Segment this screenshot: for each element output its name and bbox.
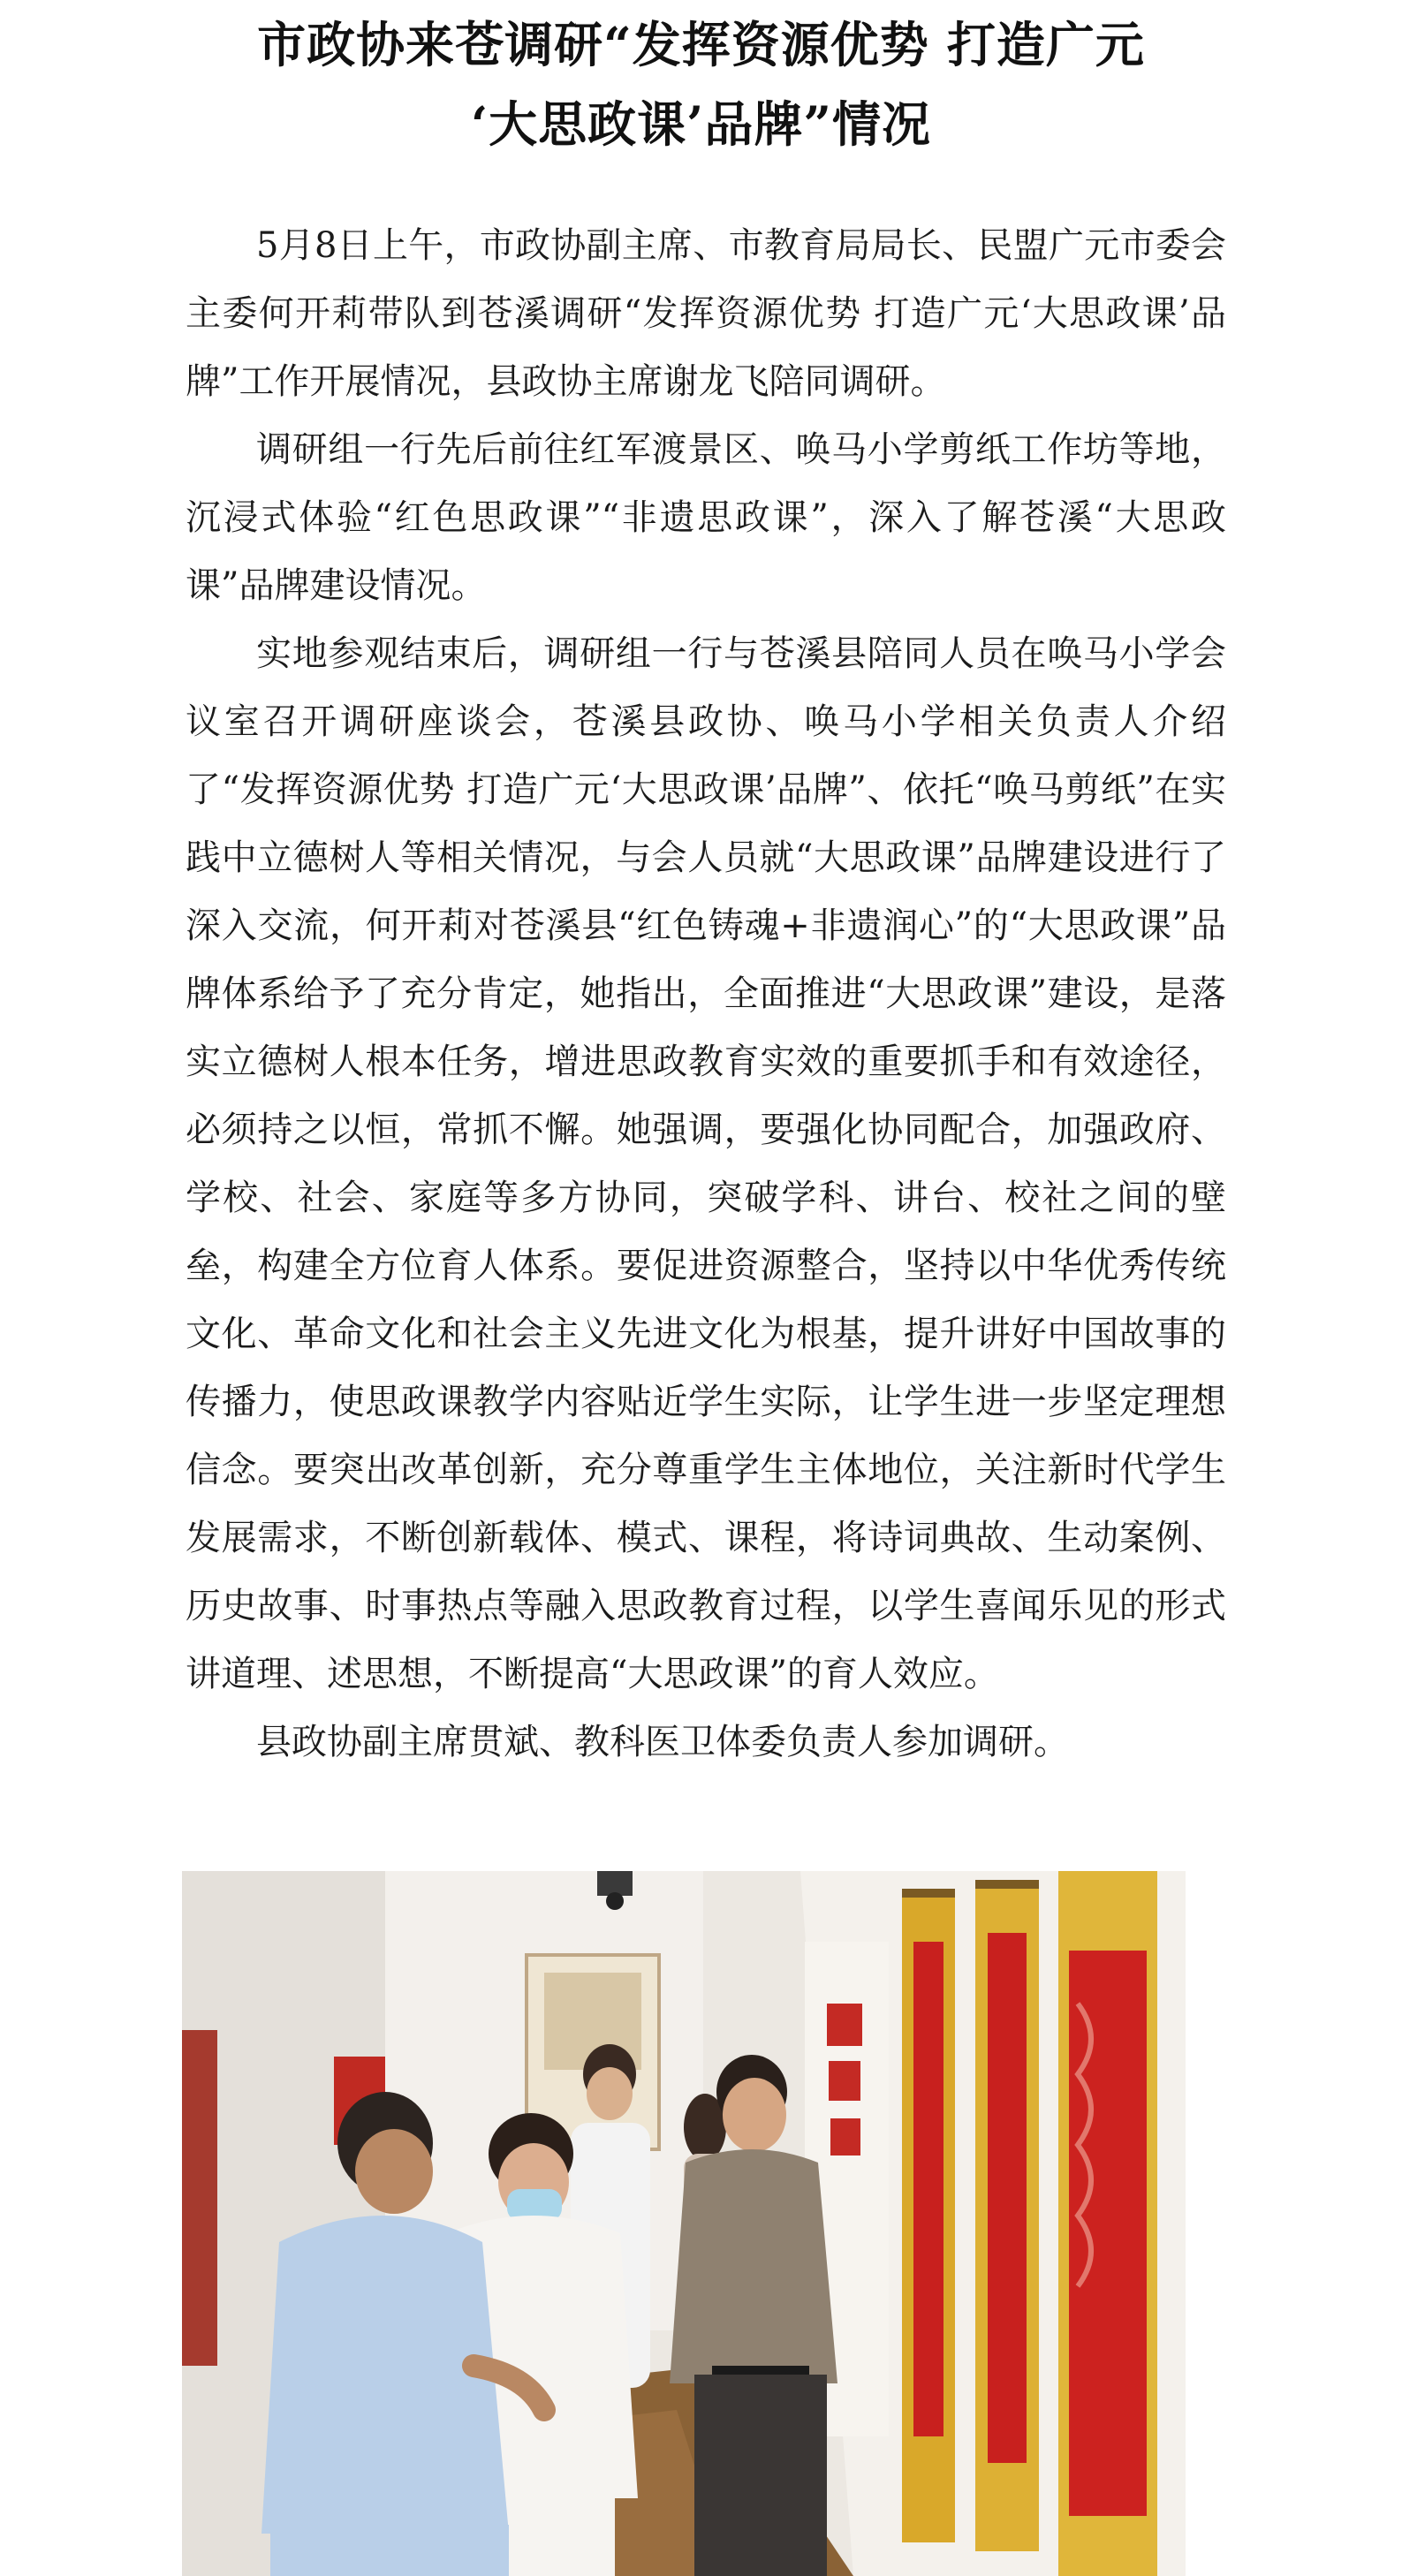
paragraph-2: 调研组一行先后前往红军渡景区、唤马小学剪纸工作坊等地，沉浸式体验“红色思政课”“非遗思政课”，深入了解苍溪“大思政课”品牌建设情况。 <box>186 429 1226 606</box>
photo-illustration <box>182 1871 1186 2576</box>
article-title-line-1: 市政协来苍调研“发挥资源优势 打造广元 <box>257 16 1145 73</box>
paragraph-4: 县政协副主席贯斌、教科医卫体委负责人参加调研。 <box>256 1722 1069 1762</box>
article-photo <box>182 1871 1186 2576</box>
article-title <box>0 5 1402 164</box>
paragraph-1: 5月8日上午，市政协副主席、市教育局局长、民盟广元市委会主委何开莉带队到苍溪调研“发挥资源优势 打造广元‘大思政课’品牌”工作开展情况，县政协主席谢龙飞陪同调研。 <box>186 225 1226 402</box>
article-title-line-2: ‘大思政课’品牌”情况 <box>471 95 931 153</box>
paragraph-3: 实地参观结束后，调研组一行与苍溪县陪同人员在唤马小学会议室召开调研座谈会，苍溪县政协、唤马小学相关负责人介绍了“发挥资源优势 打造广元‘大思政课’品牌”、依托“唤马剪纸”在实践中立德树人等相关情况，与会人员就“大思政课”品牌建设进行了深入交流，何开莉对苍溪县“红色铸魂+非遗润心”的“大思政课”品牌体系给予了充分肯定，她指出，全面推进“大思政课”建设，是落实立德树人根本任务，增进思政教育实效的重要抓手和有效途径，必须持之以恒，常抓不懈。她强调，要强化协同配合，加强政府、学校、社会、家庭等多方协同，突破学科、讲台、校社之间的壁垒，构建全方位育人体系。要促进资源整合，坚持以中华优秀传统文化、革命文化和社会主义先进文化为根基，提升讲好中国故事的传播力，使思政课教学内容贴近学生实际，让学生进一步坚定理想信念。要突出改革创新，充分尊重学生主体地位，关注新时代学生发展需求，不断创新载体、模式、课程，将诗词典故、生动案例、历史故事、时事热点等融入思政教育过程，以学生喜闻乐见的形式讲道理、述思想，不断提高“大思政课”的育人效应。 <box>186 633 1226 1694</box>
article-body <box>186 212 1226 1777</box>
